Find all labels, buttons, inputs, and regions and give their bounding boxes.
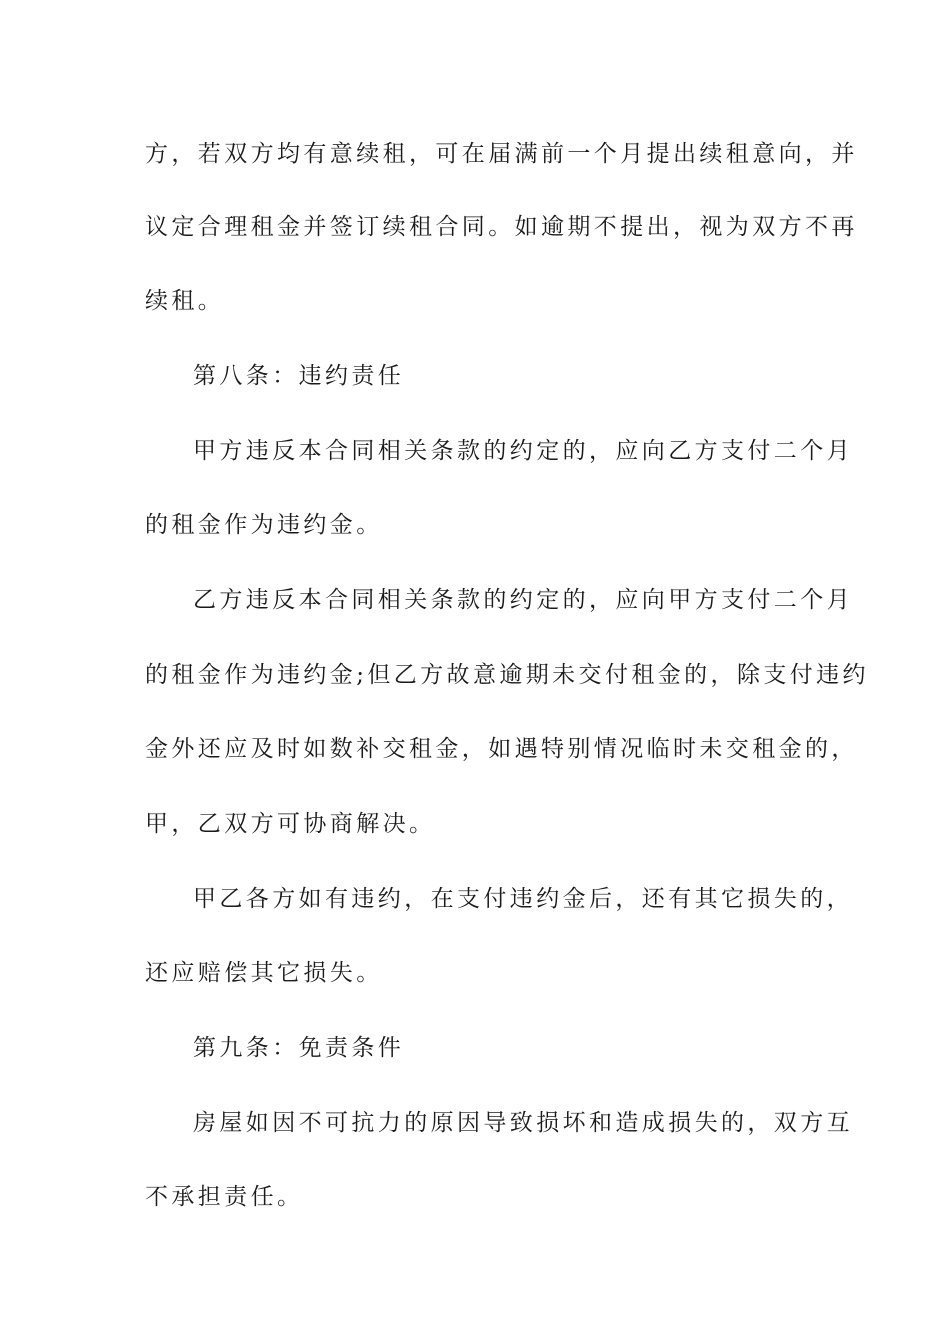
- paragraph-line: 甲乙各方如有违约，在支付违约金后，还有其它损失的，: [193, 886, 853, 912]
- paragraph-line: 方，若双方均有意续租，可在届满前一个月提出续租意向，并: [145, 141, 858, 167]
- paragraph-line: 的租金作为违约金。: [145, 512, 383, 538]
- paragraph-line: 金外还应及时如数补交租金，如遇特别情况临时未交租金的，: [145, 736, 858, 762]
- paragraph-line: 续租。: [145, 288, 225, 314]
- section-heading-article-8: 第八条：违约责任: [193, 363, 405, 389]
- paragraph-line: 乙方违反本合同相关条款的约定的，应向甲方支付二个月: [193, 587, 853, 613]
- paragraph-line: 房屋如因不可抗力的原因导致损坏和造成损失的，双方互: [193, 1110, 853, 1136]
- paragraph-line: 不承担责任。: [145, 1184, 304, 1210]
- paragraph-line: 还应赔偿其它损失。: [145, 960, 383, 986]
- paragraph-line: 的租金作为违约金;但乙方故意逾期未交付租金的，除支付违约: [145, 662, 869, 688]
- paragraph-line: 议定合理租金并签订续租合同。如逾期不提出，视为双方不再: [145, 214, 858, 240]
- section-heading-article-9: 第九条：免责条件: [193, 1035, 405, 1061]
- paragraph-line: 甲方违反本合同相关条款的约定的，应向乙方支付二个月: [193, 438, 853, 464]
- paragraph-line: 甲，乙双方可协商解决。: [145, 811, 436, 837]
